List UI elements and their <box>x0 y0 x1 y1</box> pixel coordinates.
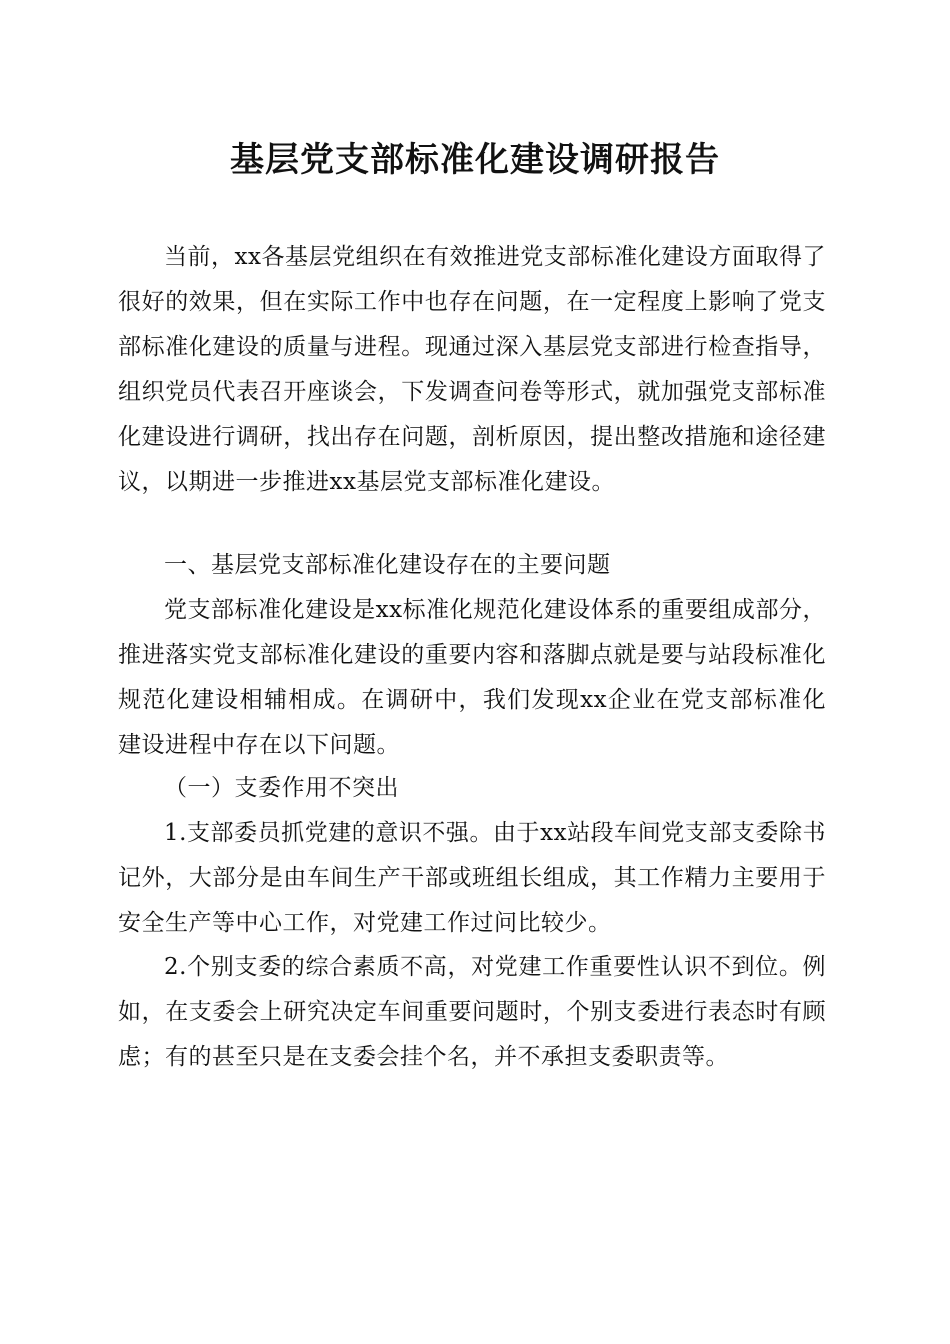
document-title: 基层党支部标准化建设调研报告 <box>230 140 720 180</box>
subsection-heading-committee-role: （一）支委作用不突出 <box>164 775 399 801</box>
section-1-paragraph: 党支部标准化建设是xx标准化规范化建设体系的重要组成部分，推进落实党支部标准化建设的重要内容和落脚点就是要与站段标准化规范化建设相辅相成。在调研中，我们发现xx企业在党支部标准化建设进程中存在以下问题。 <box>118 597 826 758</box>
list-item-2: 2.个别支委的综合素质不高，对党建工作重要性认识不到位。例如，在支委会上研究决定车间重要问题时，个别支委进行表态时有顾虑；有的甚至只是在支委会挂个名，并不承担支委职责等。 <box>118 954 826 1070</box>
section-heading-main-problems: 一、基层党支部标准化建设存在的主要问题 <box>164 552 611 578</box>
list-item-1: 1.支部委员抓党建的意识不强。由于xx站段车间党支部支委除书记外，大部分是由车间生产干部或班组长组成，其工作精力主要用于安全生产等中心工作，对党建工作过问比较少。 <box>118 820 826 936</box>
intro-paragraph: 当前，xx各基层党组织在有效推进党支部标准化建设方面取得了很好的效果，但在实际工作中也存在问题，在一定程度上影响了党支部标准化建设的质量与进程。现通过深入基层党支部进行检查指导，组织党员代表召开座谈会，下发调查问卷等形式，就加强党支部标准化建设进行调研，找出存在问题，剖析原因，提出整改措施和途径建议，以期进一步推进xx基层党支部标准化建设。 <box>118 244 826 495</box>
